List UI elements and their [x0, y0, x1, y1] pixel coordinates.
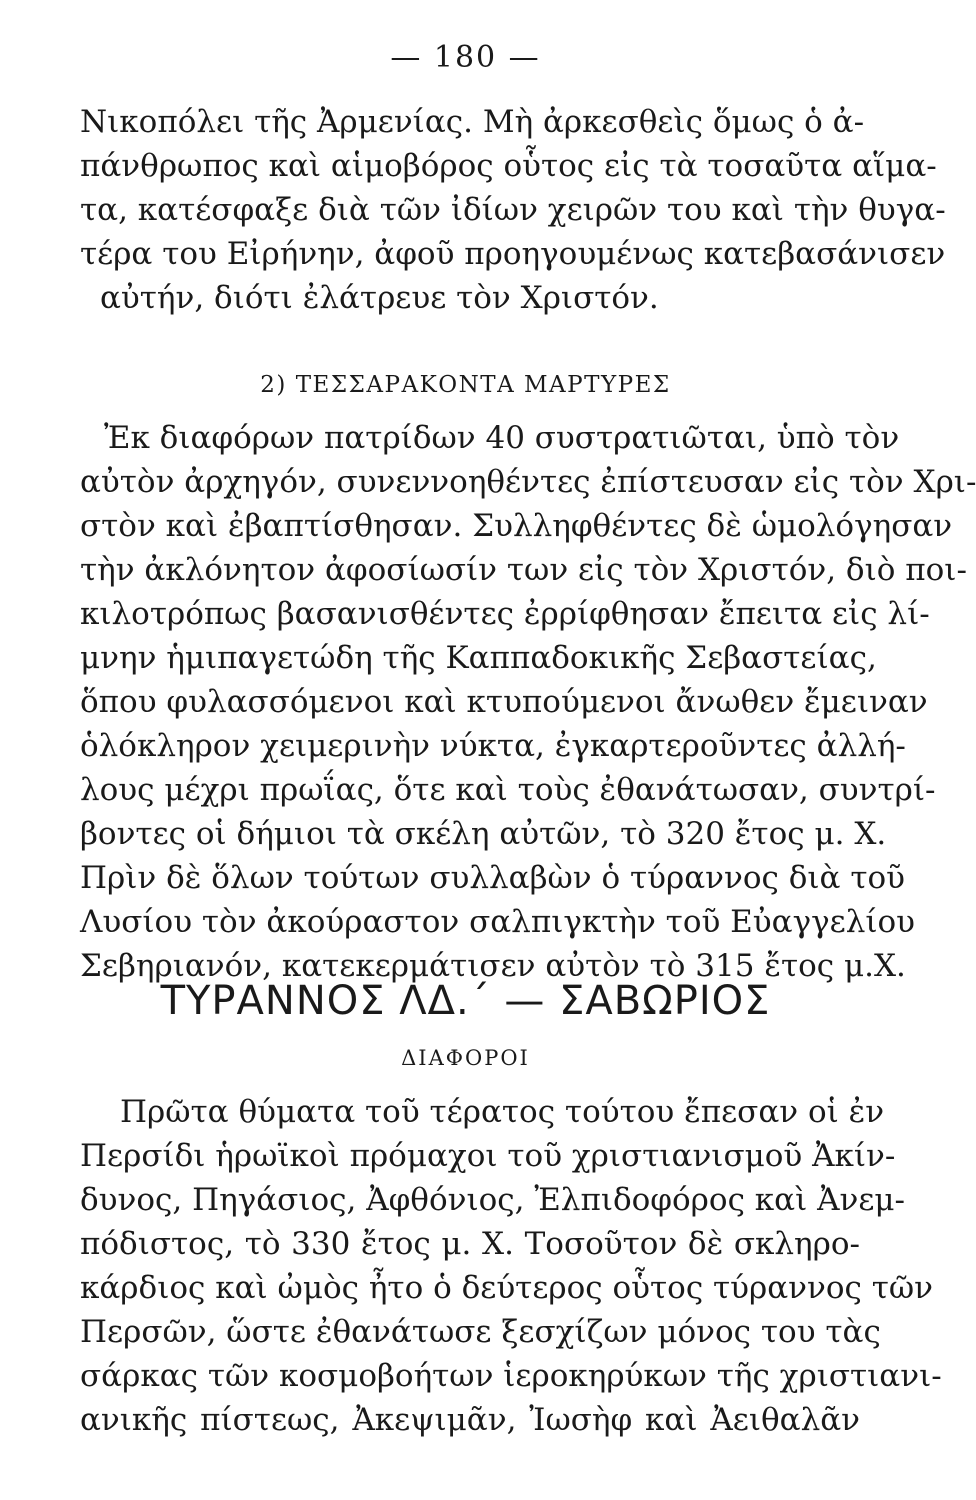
text-line: Νικοπόλει τῆς Ἀρμενίας. Μὴ ἀρκεσθεὶς ὅμως ὁ ἀ-: [80, 104, 865, 140]
text-line: Πρὶν δὲ ὅλων τούτων συλλαβὼν ὁ τύραννος διὰ τοῦ: [80, 860, 905, 896]
paragraph-3: [80, 1090, 942, 1442]
text-line: τέρα του Εἰρήνην, ἀφοῦ προηγουμένως κατεβασάνισεν: [80, 236, 946, 272]
text-line: κιλοτρόπως βασανισθέντες ἐρρίφθησαν ἔπειτα εἰς λί-: [80, 596, 930, 632]
text-line: Σεβηριανόν, κατεκερμάτισεν αὐτὸν τὸ 315 ἔτος μ.Χ.: [80, 948, 906, 984]
text-line: Περσίδι ἡρωϊκοὶ πρόμαχοι τοῦ χριστιανισμοῦ Ἀκίν-: [80, 1138, 896, 1174]
text-line: Πρῶτα θύματα τοῦ τέρατος τούτου ἔπεσαν οἱ ἐν: [120, 1094, 885, 1130]
section-heading-forty-martyrs: 2) ΤΕΣΣΑΡΑΚΟΝΤΑ ΜΑΡΤΥΡΕΣ: [260, 372, 671, 398]
text-line: στὸν καὶ ἐβαπτίσθησαν. Συλληφθέντες δὲ ὡμολόγησαν: [80, 508, 953, 544]
text-line: ὁλόκληρον χειμερινὴν νύκτα, ἐγκαρτεροῦντες ἀλλή-: [80, 728, 906, 764]
paragraph-2: [80, 416, 976, 988]
text-line: σάρκας τῶν κοσμοβοήτων ἱεροκηρύκων τῆς χριστιανι-: [80, 1358, 942, 1394]
text-line: μνην ἡμιπαγετώδη τῆς Καππαδοκικῆς Σεβαστείας,: [80, 640, 877, 676]
text-line: τὴν ἀκλόνητον ἀφοσίωσίν των εἰς τὸν Χριστόν, διὸ ποι-: [80, 552, 967, 588]
text-line: αὐτήν, διότι ἐλάτρευε τὸν Χριστόν.: [100, 280, 659, 316]
text-line: Ἐκ διαφόρων πατρίδων 40 συστρατιῶται, ὑπὸ τὸν: [104, 420, 900, 456]
text-line: πάνθρωπος καὶ αἱμοβόρος οὗτος εἰς τὰ τοσαῦτα αἵμα-: [80, 148, 937, 184]
page-number: — 180 —: [390, 40, 541, 75]
text-line: Λυσίου τὸν ἀκούραστον σαλπιγκτὴν τοῦ Εὐαγγελίου: [80, 904, 916, 940]
text-line: αὐτὸν ἀρχηγόν, συνεννοηθέντες ἐπίστευσαν εἰς τὸν Χρι-: [80, 464, 976, 500]
chapter-subheading: ΔΙΑΦΟΡΟΙ: [401, 1046, 530, 1070]
text-line: πόδιστος, τὸ 330 ἔτος μ. Χ. Τοσοῦτον δὲ σκληρο-: [80, 1226, 860, 1262]
chapter-heading: ΤΥΡΑΝΝΟΣ ΛΔ.΄ — ΣΑΒΩΡΙΟΣ: [160, 978, 771, 1024]
text-line: ανικῆς πίστεως, Ἀκεψιμᾶν, Ἰωσὴφ καὶ Ἀειθαλᾶν: [80, 1402, 860, 1438]
text-line: Περσῶν, ὥστε ἐθανάτωσε ξεσχίζων μόνος του τὰς: [80, 1314, 881, 1350]
paragraph-1: [80, 100, 946, 320]
text-line: δυνος, Πηγάσιος, Ἀφθόνιος, Ἐλπιδοφόρος καὶ Ἀνεμ-: [80, 1182, 906, 1218]
text-line: λους μέχρι πρωΐας, ὅτε καὶ τοὺς ἐθανάτωσαν, συντρί-: [80, 772, 936, 808]
text-line: ὅπου φυλασσόμενοι καὶ κτυπούμενοι ἄνωθεν ἔμειναν: [80, 684, 928, 720]
text-line: κάρδιος καὶ ὠμὸς ἦτο ὁ δεύτερος οὗτος τύραννος τῶν: [80, 1270, 934, 1306]
text-line: τα, κατέσφαξε διὰ τῶν ἰδίων χειρῶν του καὶ τὴν θυγα-: [80, 192, 946, 228]
text-line: βοντες οἱ δήμιοι τὰ σκέλη αὐτῶν, τὸ 320 ἔτος μ. Χ.: [80, 816, 887, 852]
